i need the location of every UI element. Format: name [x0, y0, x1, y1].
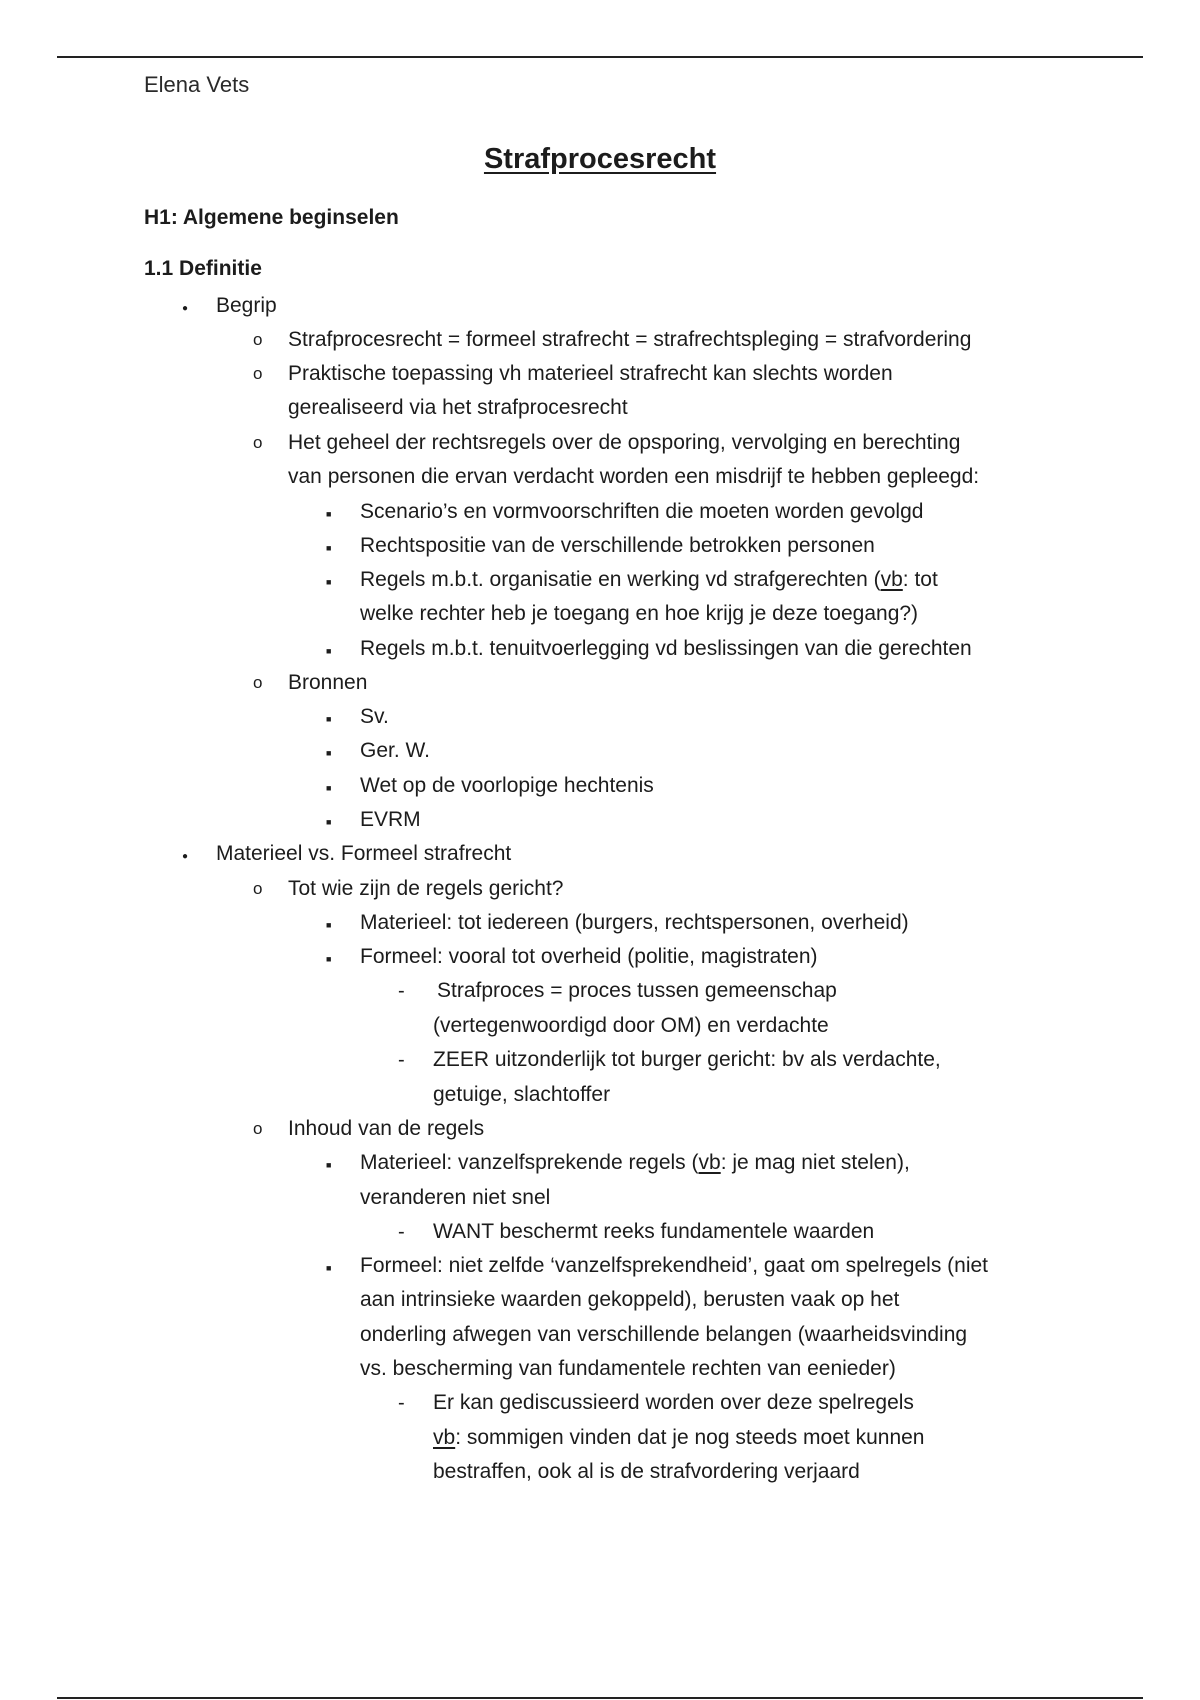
- list-item: Praktische toepassing vh materieel strafrecht kan slechts worden: [288, 362, 893, 385]
- circle-bullet-icon: [253, 1114, 262, 1144]
- square-bullet-icon: [326, 908, 331, 940]
- list-item-text: Regels m.b.t. organisatie en werking vd strafgerechten (: [360, 568, 881, 591]
- list-item: Bronnen: [288, 671, 368, 694]
- list-item: Wet op de voorlopige hechtenis: [360, 774, 654, 797]
- square-bullet-icon: [326, 771, 331, 803]
- list-item: [360, 565, 938, 595]
- list-item: Scenario’s en vormvoorschriften die moeten worden gevolgd: [360, 500, 924, 523]
- footer-rule: [57, 1697, 1143, 1699]
- disc-bullet-icon: [182, 839, 188, 872]
- header-rule: [57, 56, 1143, 58]
- list-item-text: : sommigen vinden dat je nog steeds moet kunnen: [455, 1426, 925, 1449]
- underlined-abbreviation: vb: [433, 1426, 456, 1449]
- square-bullet-icon: [326, 736, 331, 768]
- underlined-abbreviation: vb: [698, 1151, 721, 1174]
- list-item: Strafprocesrecht = formeel strafrecht = strafrechtspleging = strafvordering: [288, 328, 972, 351]
- list-item-text: : tot: [902, 568, 938, 591]
- disc-bullet-icon: [182, 291, 188, 324]
- circle-bullet-icon: [253, 874, 262, 904]
- list-item: Er kan gediscussieerd worden over deze spelregels: [433, 1391, 914, 1414]
- square-bullet-icon: [326, 942, 331, 974]
- square-bullet-icon: [326, 702, 331, 734]
- list-item: Strafproces = proces tussen gemeenschap: [437, 979, 837, 1002]
- document-title: Strafprocesrecht: [483, 143, 717, 175]
- list-item-continued: van personen die ervan verdacht worden een misdrijf te hebben gepleegd:: [288, 465, 980, 488]
- list-item-continued: bestraffen, ook al is de strafvordering verjaard: [433, 1460, 860, 1483]
- list-item-continued: welke rechter heb je toegang en hoe krijg je deze toegang?): [360, 602, 919, 625]
- list-item-text: : je mag niet stelen),: [720, 1151, 910, 1174]
- section-heading: 1.1 Definitie: [144, 257, 262, 280]
- list-item: ZEER uitzonderlijk tot burger gericht: bv als verdachte,: [433, 1048, 941, 1071]
- list-item: Begrip: [216, 294, 277, 317]
- list-item-continued: vs. bescherming van fundamentele rechten van eenieder): [360, 1357, 896, 1380]
- list-item: EVRM: [360, 808, 421, 831]
- list-item-continued: aan intrinsieke waarden gekoppeld), berusten vaak op het: [360, 1288, 900, 1311]
- list-item: Tot wie zijn de regels gericht?: [288, 877, 564, 900]
- list-item-continued: getuige, slachtoffer: [433, 1083, 611, 1106]
- list-item-continued: gerealiseerd via het strafprocesrecht: [288, 396, 628, 419]
- list-item: Rechtspositie van de verschillende betrokken personen: [360, 534, 875, 557]
- square-bullet-icon: [326, 1251, 331, 1283]
- underlined-abbreviation: vb: [880, 568, 903, 591]
- list-item-continued: veranderen niet snel: [360, 1186, 551, 1209]
- square-bullet-icon: [326, 805, 331, 837]
- dash-bullet-icon: [398, 1388, 405, 1419]
- circle-bullet-icon: [253, 428, 262, 458]
- list-item: Formeel: niet zelfde ‘vanzelfsprekendheid’, gaat om spelregels (niet: [360, 1254, 989, 1277]
- circle-bullet-icon: [253, 668, 262, 698]
- list-item: WANT beschermt reeks fundamentele waarden: [433, 1220, 875, 1243]
- dash-bullet-icon: [398, 1045, 405, 1076]
- chapter-heading: H1: Algemene beginselen: [144, 206, 399, 229]
- list-item: Inhoud van de regels: [288, 1117, 485, 1140]
- list-item-continued: [433, 1423, 924, 1453]
- dash-bullet-icon: [398, 1217, 405, 1248]
- list-item-continued: onderling afwegen van verschillende belangen (waarheidsvinding: [360, 1323, 968, 1346]
- author-name: Elena Vets: [144, 72, 250, 97]
- dash-bullet-icon: [398, 976, 405, 1007]
- circle-bullet-icon: [253, 325, 262, 355]
- square-bullet-icon: [326, 531, 331, 563]
- square-bullet-icon: [326, 1148, 331, 1180]
- list-item: Sv.: [360, 705, 389, 728]
- list-item: Het geheel der rechtsregels over de opsporing, vervolging en berechting: [288, 431, 961, 454]
- list-item-continued: (vertegenwoordigd door OM) en verdachte: [433, 1014, 829, 1037]
- list-item: Materieel vs. Formeel strafrecht: [216, 842, 512, 865]
- list-item-text: Materieel: vanzelfsprekende regels (: [360, 1151, 699, 1174]
- square-bullet-icon: [326, 497, 331, 529]
- square-bullet-icon: [326, 565, 331, 597]
- list-item: Formeel: vooral tot overheid (politie, magistraten): [360, 945, 818, 968]
- list-item: Materieel: tot iedereen (burgers, rechtspersonen, overheid): [360, 911, 909, 934]
- circle-bullet-icon: [253, 359, 262, 389]
- square-bullet-icon: [326, 634, 331, 666]
- list-item: Regels m.b.t. tenuitvoerlegging vd beslissingen van die gerechten: [360, 637, 972, 660]
- list-item: Ger. W.: [360, 739, 431, 762]
- list-item: [360, 1148, 910, 1178]
